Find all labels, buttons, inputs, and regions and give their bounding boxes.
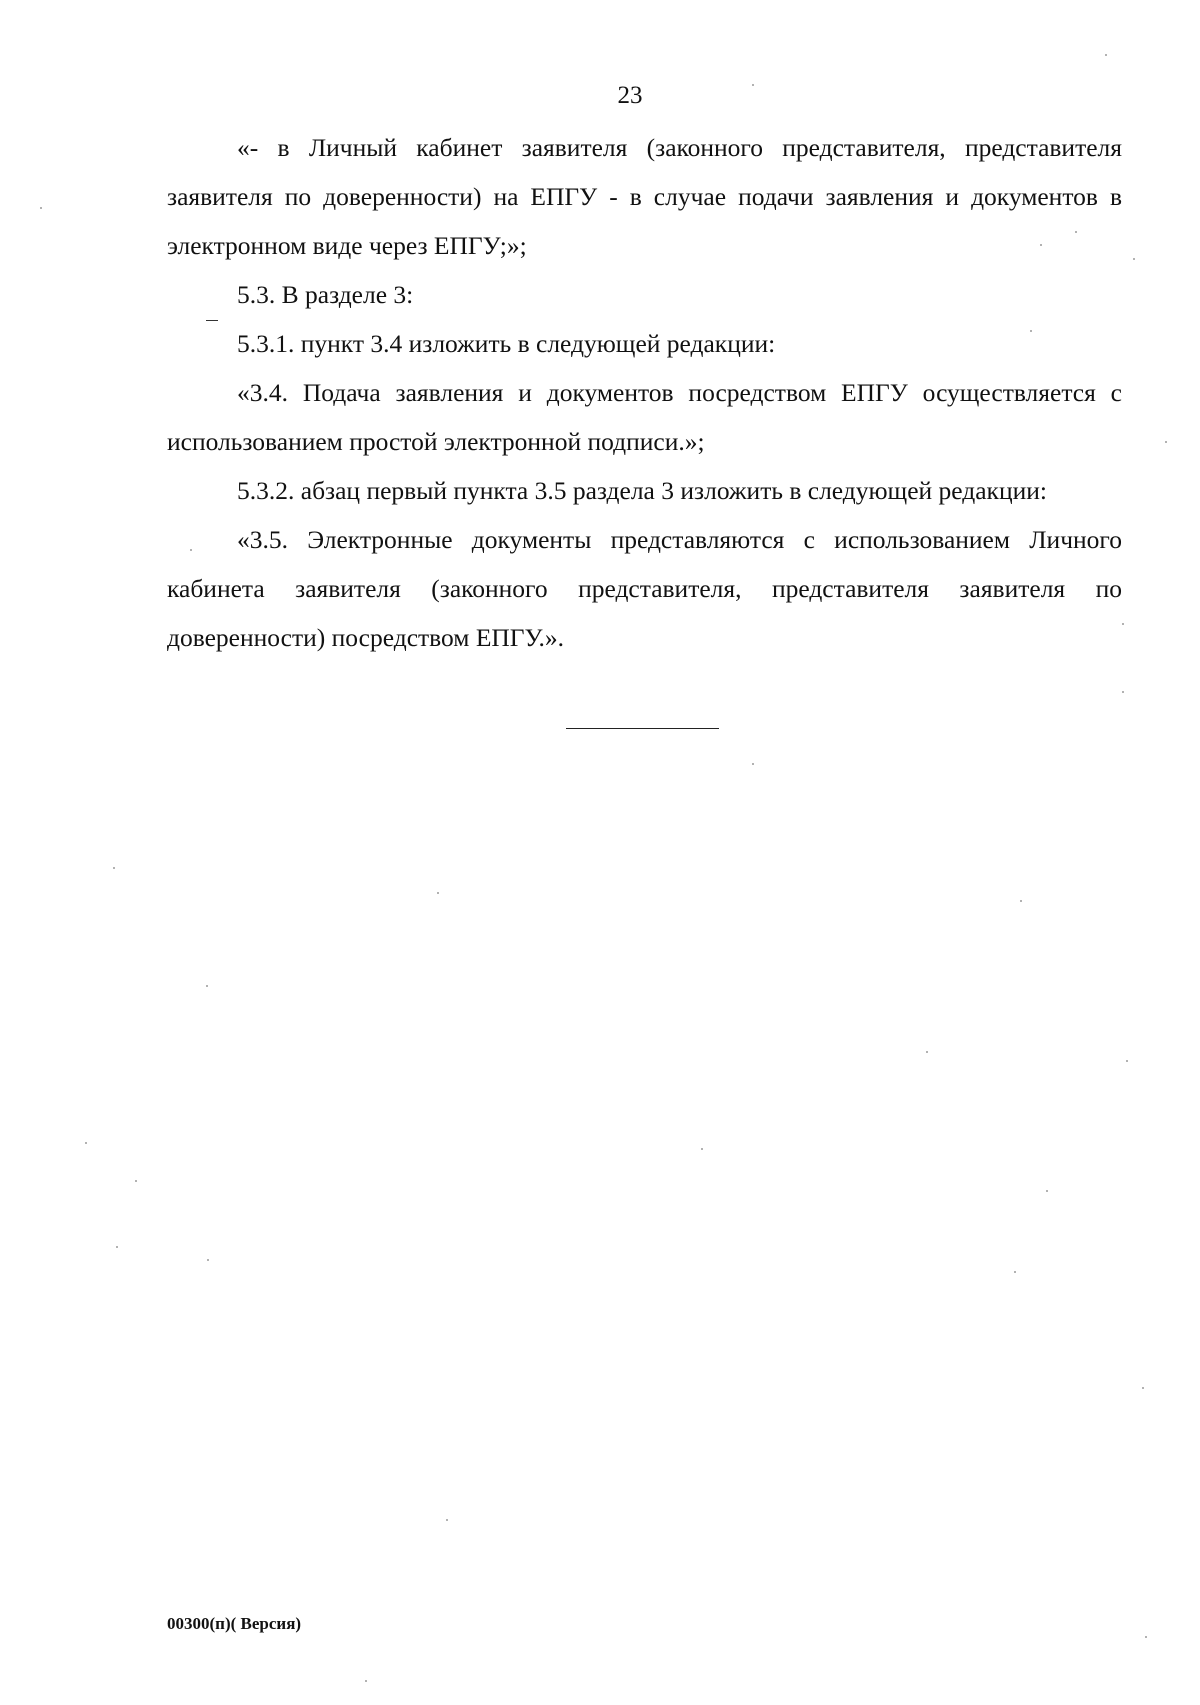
paragraph-item-5-3-2: 5.3.2. абзац первый пункта 3.5 раздела 3 изложить в следующей редакции: [237,476,1047,505]
paragraph-personal-cabinet: «- в Личный кабинет заявителя (законного представителя, представителя заявителя по доверенности) на ЕПГУ - в случае подачи заявления и документов в электронном виде через ЕПГУ;»; [167,133,1122,260]
page-number: 23 [617,82,643,109]
footer-document-code: 00300(п)( Версия) [167,1614,302,1633]
paragraph-section-3-heading: 5.3. В разделе 3: [237,280,414,309]
document-body [167,123,1122,662]
paragraph-item-3-5-text: «3.5. Электронные документы представляются с использованием Личного кабинета заявителя (законного представителя, представителя заявителя по доверенности) посредством ЕПГУ.». [167,525,1122,652]
paragraph-item-3-4-text: «3.4. Подача заявления и документов посредством ЕПГУ осуществляется с использованием простой электронной подписи.»; [167,378,1122,456]
margin-dash-mark [206,320,218,321]
paragraph-item-5-3-1: 5.3.1. пункт 3.4 изложить в следующей редакции: [237,329,776,358]
end-separator-line [566,728,719,729]
